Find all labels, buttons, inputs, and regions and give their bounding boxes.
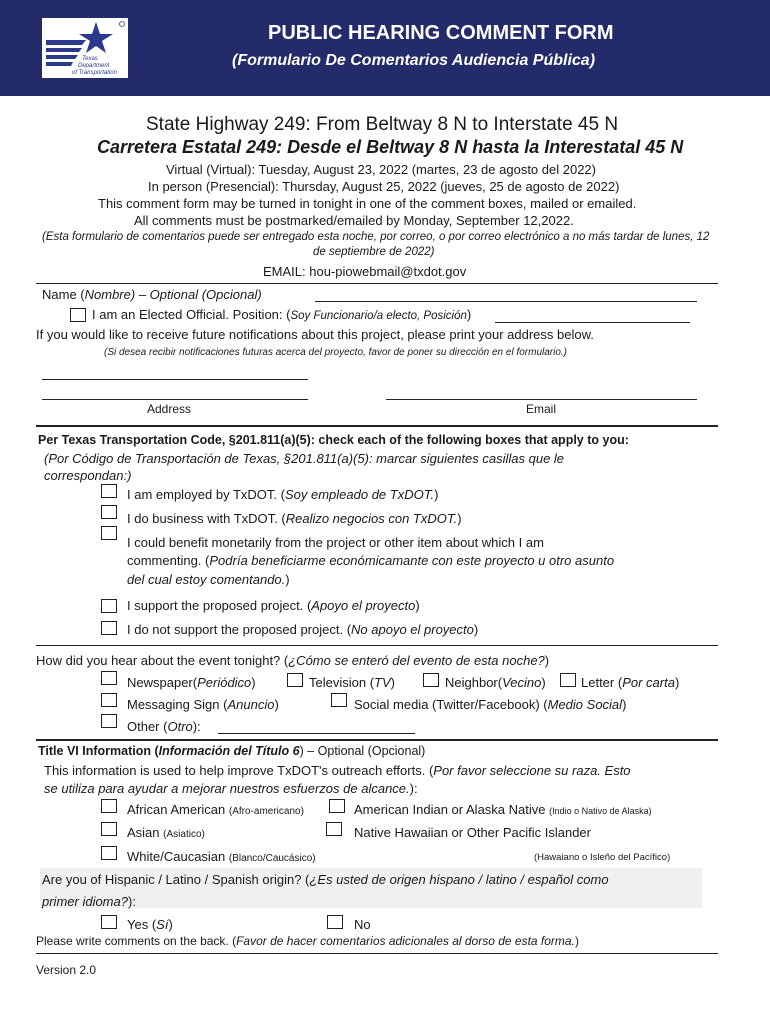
- white-checkbox[interactable]: [101, 846, 117, 860]
- section-divider: [36, 953, 718, 954]
- code-heading: Per Texas Transportation Code, §201.811(a)(5): check each of the following boxes that apply to you:: [38, 433, 629, 447]
- other-checkbox[interactable]: [101, 714, 117, 728]
- form-subtitle: (Formulario De Comentarios Audiencia Pública): [232, 52, 596, 69]
- native-hawaiian-checkbox[interactable]: [326, 822, 342, 836]
- social-media-label: Social media (Twitter/Facebook) (Medio Social): [354, 697, 627, 712]
- letter-checkbox[interactable]: [560, 673, 576, 687]
- other-label: Other (Otro):: [127, 719, 201, 734]
- employed-checkbox[interactable]: [101, 484, 117, 498]
- version-label: Version 2.0: [36, 963, 97, 977]
- asian-label: Asian (Asiatico): [127, 825, 205, 840]
- future-notice-es: (Si desea recibir notificaciones futuras acerca del proyecto, favor de poner su dirección en el formulario.): [104, 347, 568, 358]
- section-divider: [36, 425, 718, 427]
- support-checkbox[interactable]: [101, 599, 117, 613]
- email-field[interactable]: [386, 399, 697, 400]
- deadline-note: All comments must be postmarked/emailed by Monday, September 12,2022.: [134, 213, 574, 228]
- social-media-checkbox[interactable]: [331, 693, 347, 707]
- native-hawaiian-label: Native Hawaiian or Other Pacific Islander: [354, 825, 591, 840]
- position-field[interactable]: [495, 322, 690, 323]
- hispanic-question: Are you of Hispanic / Latino / Spanish origin? (¿Es usted de origen hispano / latino / español como: [42, 872, 609, 887]
- elected-official-label: I am an Elected Official. Position: (Soy Funcionario/a electo, Posición): [92, 307, 472, 322]
- american-indian-checkbox[interactable]: [329, 799, 345, 813]
- turn-in-note: This comment form may be turned in tonight in one of the comment boxes, mailed or emailed.: [98, 196, 637, 211]
- hear-question: How did you hear about the event tonight? (¿Cómo se enteró del evento de esta noche?): [36, 653, 550, 668]
- section-divider: [36, 645, 718, 646]
- project-title-es: Carretera Estatal 249: Desde el Beltway 8 N hasta la Interestatal 45 N: [97, 137, 684, 157]
- african-american-checkbox[interactable]: [101, 799, 117, 813]
- television-label: Television (TV): [309, 675, 395, 690]
- not-support-label: I do not support the proposed project. (No apoyo el proyecto): [127, 622, 479, 637]
- address-field-2[interactable]: [42, 399, 308, 400]
- deadline-note-es-2: de septiembre de 2022): [313, 246, 435, 258]
- svg-text:of Transportation: of Transportation: [72, 70, 117, 76]
- in-person-date: In person (Presencial): Thursday, August 25, 2022 (jueves, 25 de agosto de 2022): [148, 179, 620, 194]
- messaging-sign-checkbox[interactable]: [101, 693, 117, 707]
- hispanic-yes-checkbox[interactable]: [101, 915, 117, 929]
- newspaper-checkbox[interactable]: [101, 671, 117, 685]
- name-field[interactable]: [315, 301, 697, 302]
- other-field[interactable]: [218, 733, 415, 734]
- messaging-sign-label: Messaging Sign (Anuncio): [127, 697, 279, 712]
- name-label: Name (Nombre) – Optional (Opcional): [42, 287, 262, 302]
- employed-label: I am employed by TxDOT. (Soy empleado de TxDOT.): [127, 487, 439, 502]
- section-divider: [36, 739, 718, 741]
- american-indian-label: American Indian or Alaska Native (Indio o Nativo de Alaska): [354, 802, 652, 817]
- deadline-note-es: (Esta formulario de comentarios puede ser entregado esta noche, por correo, o por correo electrónico a no más tardar de lunes, 12: [42, 231, 710, 243]
- white-label: White/Caucasian (Blanco/Caucásico): [127, 849, 316, 864]
- asian-checkbox[interactable]: [101, 822, 117, 836]
- svg-text:Department: Department: [78, 63, 110, 69]
- support-label: I support the proposed project. (Apoyo el proyecto): [127, 598, 420, 613]
- virtual-date: Virtual (Virtual): Tuesday, August 23, 2022 (martes, 23 de agosto del 2022): [166, 162, 596, 177]
- title-vi-info-2: se utiliza para ayudar a mejorar nuestros esfuerzos de alcance.):: [44, 781, 418, 796]
- hispanic-no-label: No: [354, 917, 371, 932]
- comments-back-note: Please write comments on the back. (Favor de hacer comentarios adicionales al dorso de esta forma.): [36, 934, 579, 948]
- svg-text:Texas: Texas: [82, 56, 98, 62]
- letter-label: Letter (Por carta): [581, 675, 680, 690]
- benefit-checkbox[interactable]: [101, 526, 117, 540]
- title-vi-info: This information is used to help improve TxDOT's outreach efforts. (Por favor seleccione su raza. Esto: [44, 763, 631, 778]
- code-heading-es-2: correspondan:): [44, 468, 132, 483]
- title-vi-heading: Title VI Information (Información del Título 6) – Optional (Opcional): [38, 744, 426, 758]
- business-checkbox[interactable]: [101, 505, 117, 519]
- elected-official-checkbox[interactable]: [70, 308, 86, 322]
- txdot-logo: [42, 18, 128, 78]
- future-notice: If you would like to receive future notifications about this project, please print your address below.: [36, 327, 594, 342]
- native-hawaiian-label-es: (Hawaiano o Isleño del Pacífico): [534, 852, 671, 863]
- business-label: I do business with TxDOT. (Realizo negocios con TxDOT.): [127, 511, 462, 526]
- txdot-star-logo-icon: [42, 18, 128, 78]
- email-address: EMAIL: hou-piowebmail@txdot.gov: [263, 264, 467, 279]
- address-field-1[interactable]: [42, 379, 308, 380]
- hispanic-yes-label: Yes (Sí): [127, 917, 173, 932]
- hispanic-no-checkbox[interactable]: [327, 915, 343, 929]
- african-american-label: African American (Afro-americano): [127, 802, 304, 817]
- header-banner: [0, 0, 770, 96]
- address-label: Address: [147, 402, 192, 416]
- email-label: Email: [526, 402, 557, 416]
- benefit-label-2: commenting. (Podría beneficiarme económicamante con este proyecto u otro asunto: [127, 553, 615, 568]
- benefit-label-3: del cual estoy comentando.): [127, 572, 290, 587]
- not-support-checkbox[interactable]: [101, 621, 117, 635]
- newspaper-label: Newspaper(Periódico): [127, 675, 256, 690]
- hispanic-question-2: primer idioma?):: [42, 894, 136, 909]
- project-title: State Highway 249: From Beltway 8 N to Interstate 45 N: [146, 114, 619, 135]
- neighbor-label: Neighbor(Vecino): [445, 675, 546, 690]
- section-divider: [36, 283, 718, 284]
- neighbor-checkbox[interactable]: [423, 673, 439, 687]
- television-checkbox[interactable]: [287, 673, 303, 687]
- benefit-label-1: I could benefit monetarily from the project or other item about which I am: [127, 535, 544, 550]
- code-heading-es: (Por Código de Transportación de Texas, §201.811(a)(5): marcar siguientes casillas que le: [44, 451, 565, 466]
- form-title: PUBLIC HEARING COMMENT FORM: [268, 22, 614, 44]
